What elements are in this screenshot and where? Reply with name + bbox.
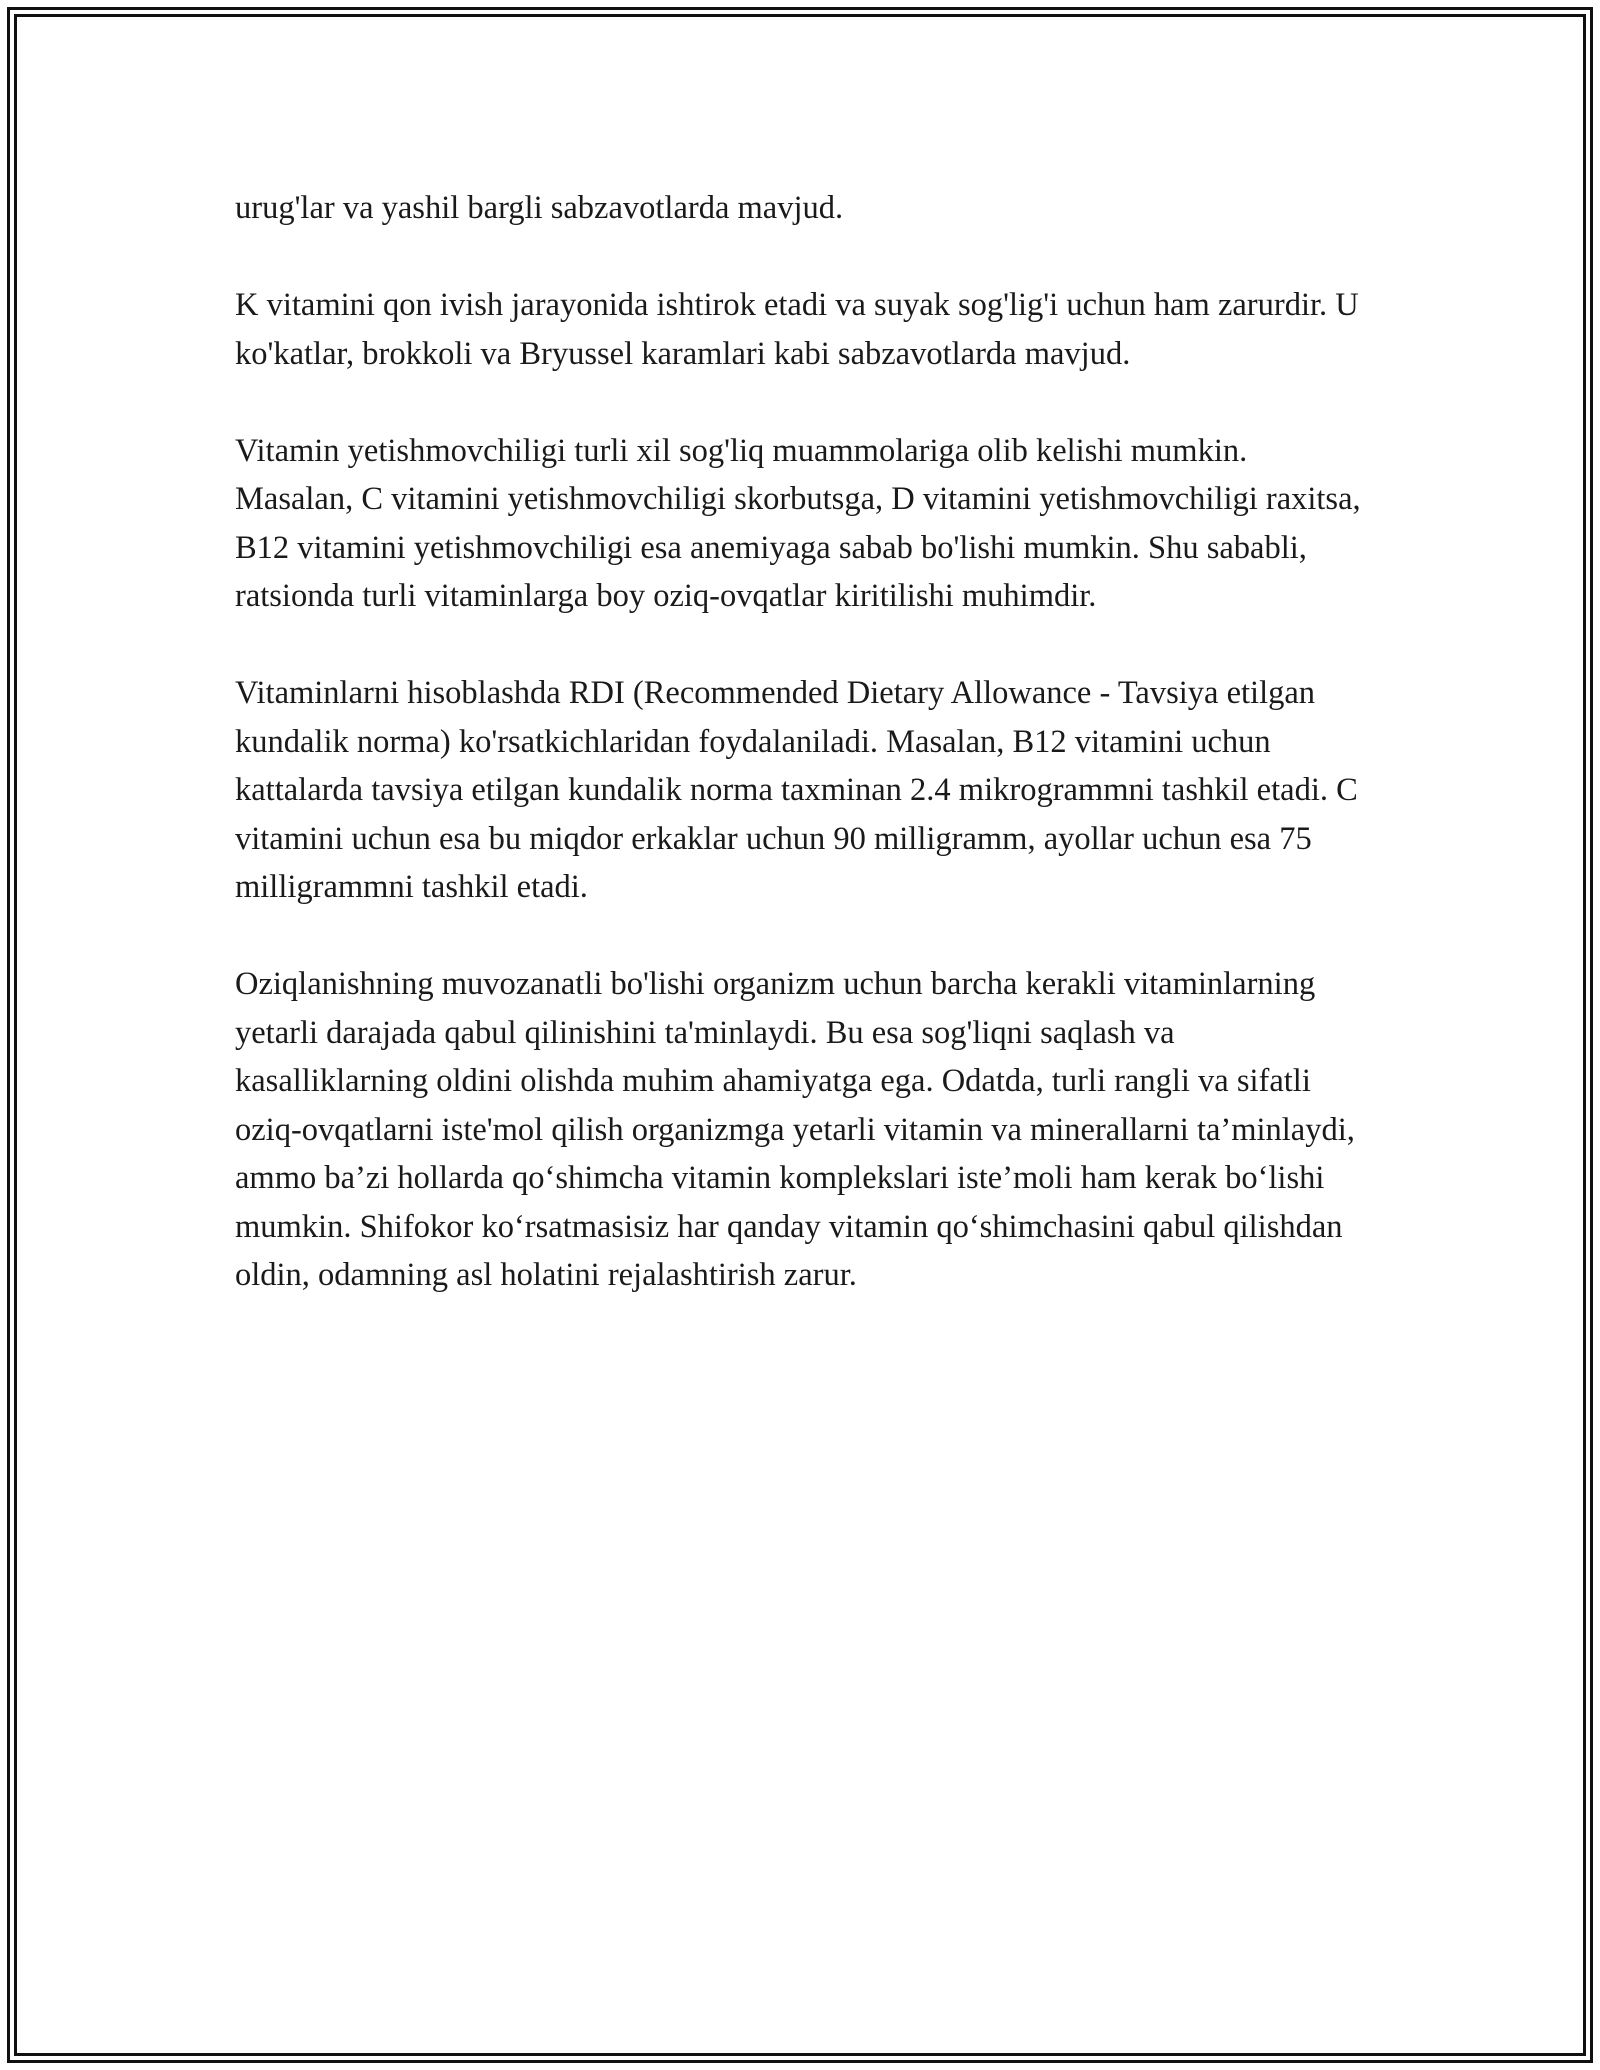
paragraph-vitamin-k: K vitamini qon ivish jarayonida ishtirok etadi va suyak sog'lig'i uchun ham zarurdir. U ko'katlar, brokkoli va Bryussel karamlari kabi sabzavotlarda mavjud. [235, 287, 1359, 372]
document-body [235, 184, 1370, 1348]
paragraph-deficiency: Vitamin yetishmovchiligi turli xil sog'liq muammolariga olib kelishi mumkin. Masalan, C vitamini yetishmovchiligi skorbutsga, D vitamini yetishmovchiligi raxitsa, B12 vitamini yetishmovchiligi esa anemiyaga sabab bo'lishi mumkin. Shu sababli, ratsionda turli vitaminlarga boy oziq-ovqatlar kiritilishi muhimdir. [235, 432, 1361, 614]
paragraph-balanced-nutrition: Oziqlanishning muvozanatli bo'lishi organizm uchun barcha kerakli vitaminlarning yetarli darajada qabul qilinishini ta'minlaydi. Bu esa sog'liqni saqlash va kasalliklarning oldini olishda muhim ahamiyatga ega. Odatda, turli rangli va sifatli oziq-ovqatlarni iste'mol qilish organizmga yetarli vitamin va minerallarni ta’minlaydi, ammo ba’zi hollarda qo‘shimcha vitamin komplekslari iste’moli ham kerak bo‘lishi mumkin. Shifokor ko‘rsatmasisiz har qanday vitamin qo‘shimchasini qabul qilishdan oldin, odamning asl holatini rejalashtirish zarur. [235, 966, 1355, 1293]
paragraph-seeds-greens: urug'lar va yashil bargli sabzavotlarda mavjud. [235, 190, 844, 226]
paragraph-rdi: Vitaminlarni hisoblashda RDI (Recommended Dietary Allowance - Tavsiya etilgan kundalik norma) ko'rsatkichlaridan foydalaniladi. Masalan, B12 vitamini uchun kattalarda tavsiya etilgan kundalik norma taxminan 2.4 mikrogrammni tashkil etadi. C vitamini uchun esa bu miqdor erkaklar uchun 90 milligramm, ayollar uchun esa 75 milligrammni tashkil etadi. [235, 675, 1358, 905]
